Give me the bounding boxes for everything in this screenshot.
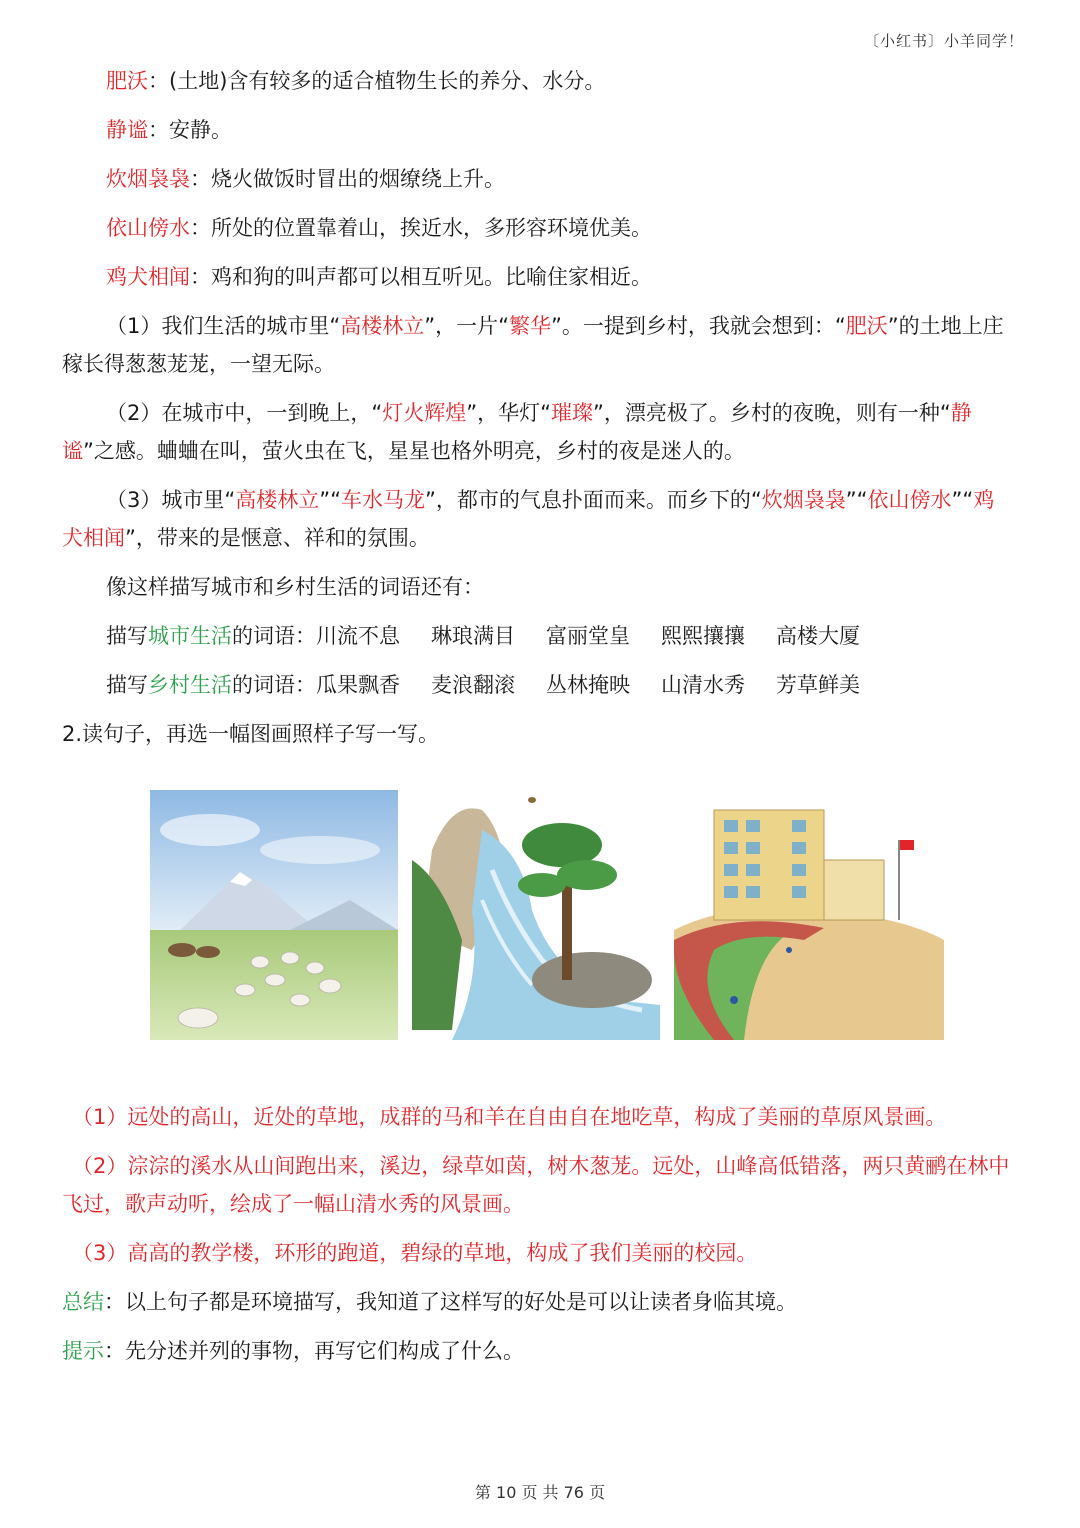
example-paragraph-2 [62,394,1012,470]
definition-term: 肥沃 [106,69,148,93]
highlight-word: 车水马龙 [341,488,426,512]
text-run: 描写 [106,624,148,648]
definition-text: (土地)含有较多的适合植物生长的养分、水分。 [169,69,606,93]
summary-colon: ： [104,1290,125,1314]
text-run: ”。一提到乡村，我就会想到：“ [551,314,846,338]
text-run: 的词语： [232,624,316,648]
tip-row [62,1332,1012,1370]
answer-sentence: （2）淙淙的溪水从山间跑出来，溪边，绿草如茵，树木葱茏。远处，山峰高低错落，两只黄鹂在林中飞过，歌声动听，绘成了一幅山清水秀的风景画。 [62,1154,1010,1216]
text-run: ”，漂亮极了。乡村的夜晚，则有一种“ [593,401,951,425]
stream-illustration [412,790,660,1040]
question-2: 2.读句子，再选一幅图画照样子写一写。 [62,722,440,746]
example-paragraph-3 [62,481,1012,557]
text-run: ”“ [845,488,868,512]
vocab-word: 高楼大厦 [776,624,860,648]
text-run: ”，一片“ [424,314,510,338]
highlight-word: 静谧 [62,401,972,463]
vocab-word: 丛林掩映 [546,673,630,697]
country-words-row [62,666,1012,704]
city-words-row [62,617,1012,655]
definition-colon: ： [190,265,211,289]
definition-row [62,111,1012,149]
definition-row [62,258,1012,296]
definition-colon: ： [190,167,211,191]
text-run: ”“ [319,488,342,512]
definition-term: 依山傍水 [106,216,190,240]
vocab-word: 富丽堂皇 [546,624,630,648]
text-run: 描写 [106,673,148,697]
definition-row [62,209,1012,247]
highlight-word: 高楼林立 [235,488,320,512]
text-run: ”之感。蛐蛐在叫，萤火虫在飞，星星也格外明亮，乡村的夜是迷人的。 [83,439,745,463]
vocab-word: 川流不息 [316,624,400,648]
highlight-word: 鸡犬相闻 [62,488,995,550]
definition-term: 静谧 [106,118,148,142]
highlight-word: 灯火辉煌 [382,401,467,425]
text-run: ”“ [951,488,974,512]
more-words-intro: 像这样描写城市和乡村生活的词语还有： [106,575,484,599]
highlight-word: 炊烟袅袅 [761,488,846,512]
highlight-word: 高楼林立 [340,314,425,338]
answer-section [62,1098,1012,1381]
watermark: 〔小红书〕小羊同学！ [863,32,1024,50]
text-run: ”，华灯“ [466,401,552,425]
text-run: ”，都市的气息扑面而来。而乡下的“ [425,488,762,512]
vocab-word: 芳草鲜美 [776,673,860,697]
definition-colon: ： [148,69,169,93]
illustration-group [150,790,660,1050]
summary-text: 以上句子都是环境描写，我知道了这样写的好处是可以让读者身临其境。 [125,1290,797,1314]
definition-text: 安静。 [169,118,232,142]
vocab-word: 熙熙攘攘 [661,624,745,648]
vocab-word: 琳琅满目 [431,624,515,648]
vocab-word: 山清水秀 [661,673,745,697]
definition-term: 鸡犬相闻 [106,265,190,289]
text-run: （3）城市里“ [106,488,236,512]
highlight-word: 依山傍水 [867,488,952,512]
highlight-word: 璀璨 [551,401,594,425]
page-footer: 第 10 页 共 76 页 [474,1483,606,1502]
definition-term: 炊烟袅袅 [106,167,190,191]
highlight-word: 肥沃 [845,314,888,338]
text-run: （1）我们生活的城市里“ [106,314,341,338]
definition-colon: ： [148,118,169,142]
category-label: 城市生活 [148,624,232,648]
tip-colon: ： [104,1339,125,1363]
text-run: 的词语： [232,673,316,697]
definition-text: 鸡和狗的叫声都可以相互听见。比喻住家相近。 [211,265,652,289]
definition-row [62,160,1012,198]
vocab-word: 麦浪翻滚 [431,673,515,697]
category-label: 乡村生活 [148,673,232,697]
definition-colon: ： [190,216,211,240]
school-illustration [674,800,944,1040]
summary-row [62,1283,1012,1321]
highlight-word: 繁华 [509,314,552,338]
grassland-illustration [150,790,398,1040]
text-run: ”的土地上庄稼长得葱葱茏茏，一望无际。 [62,314,1004,376]
definition-row [62,62,1012,100]
tip-text: 先分述并列的事物，再写它们构成了什么。 [125,1339,524,1363]
definition-text: 烧火做饭时冒出的烟缭绕上升。 [211,167,505,191]
definition-text: 所处的位置靠着山，挨近水，多形容环境优美。 [211,216,652,240]
summary-label: 总结 [62,1290,104,1314]
tip-label: 提示 [62,1339,104,1363]
text-run: （2）在城市中，一到晚上，“ [106,401,383,425]
answer-sentence: （3）高高的教学楼，环形的跑道，碧绿的草地，构成了我们美丽的校园。 [72,1241,758,1265]
answer-sentence: （1）远处的高山，近处的草地，成群的马和羊在自由自在地吃草，构成了美丽的草原风景画。 [72,1105,947,1129]
main-content [62,62,1012,764]
text-run: ”，带来的是惬意、祥和的氛围。 [125,526,430,550]
vocab-word: 瓜果飘香 [316,673,400,697]
example-paragraph-1 [62,307,1012,383]
